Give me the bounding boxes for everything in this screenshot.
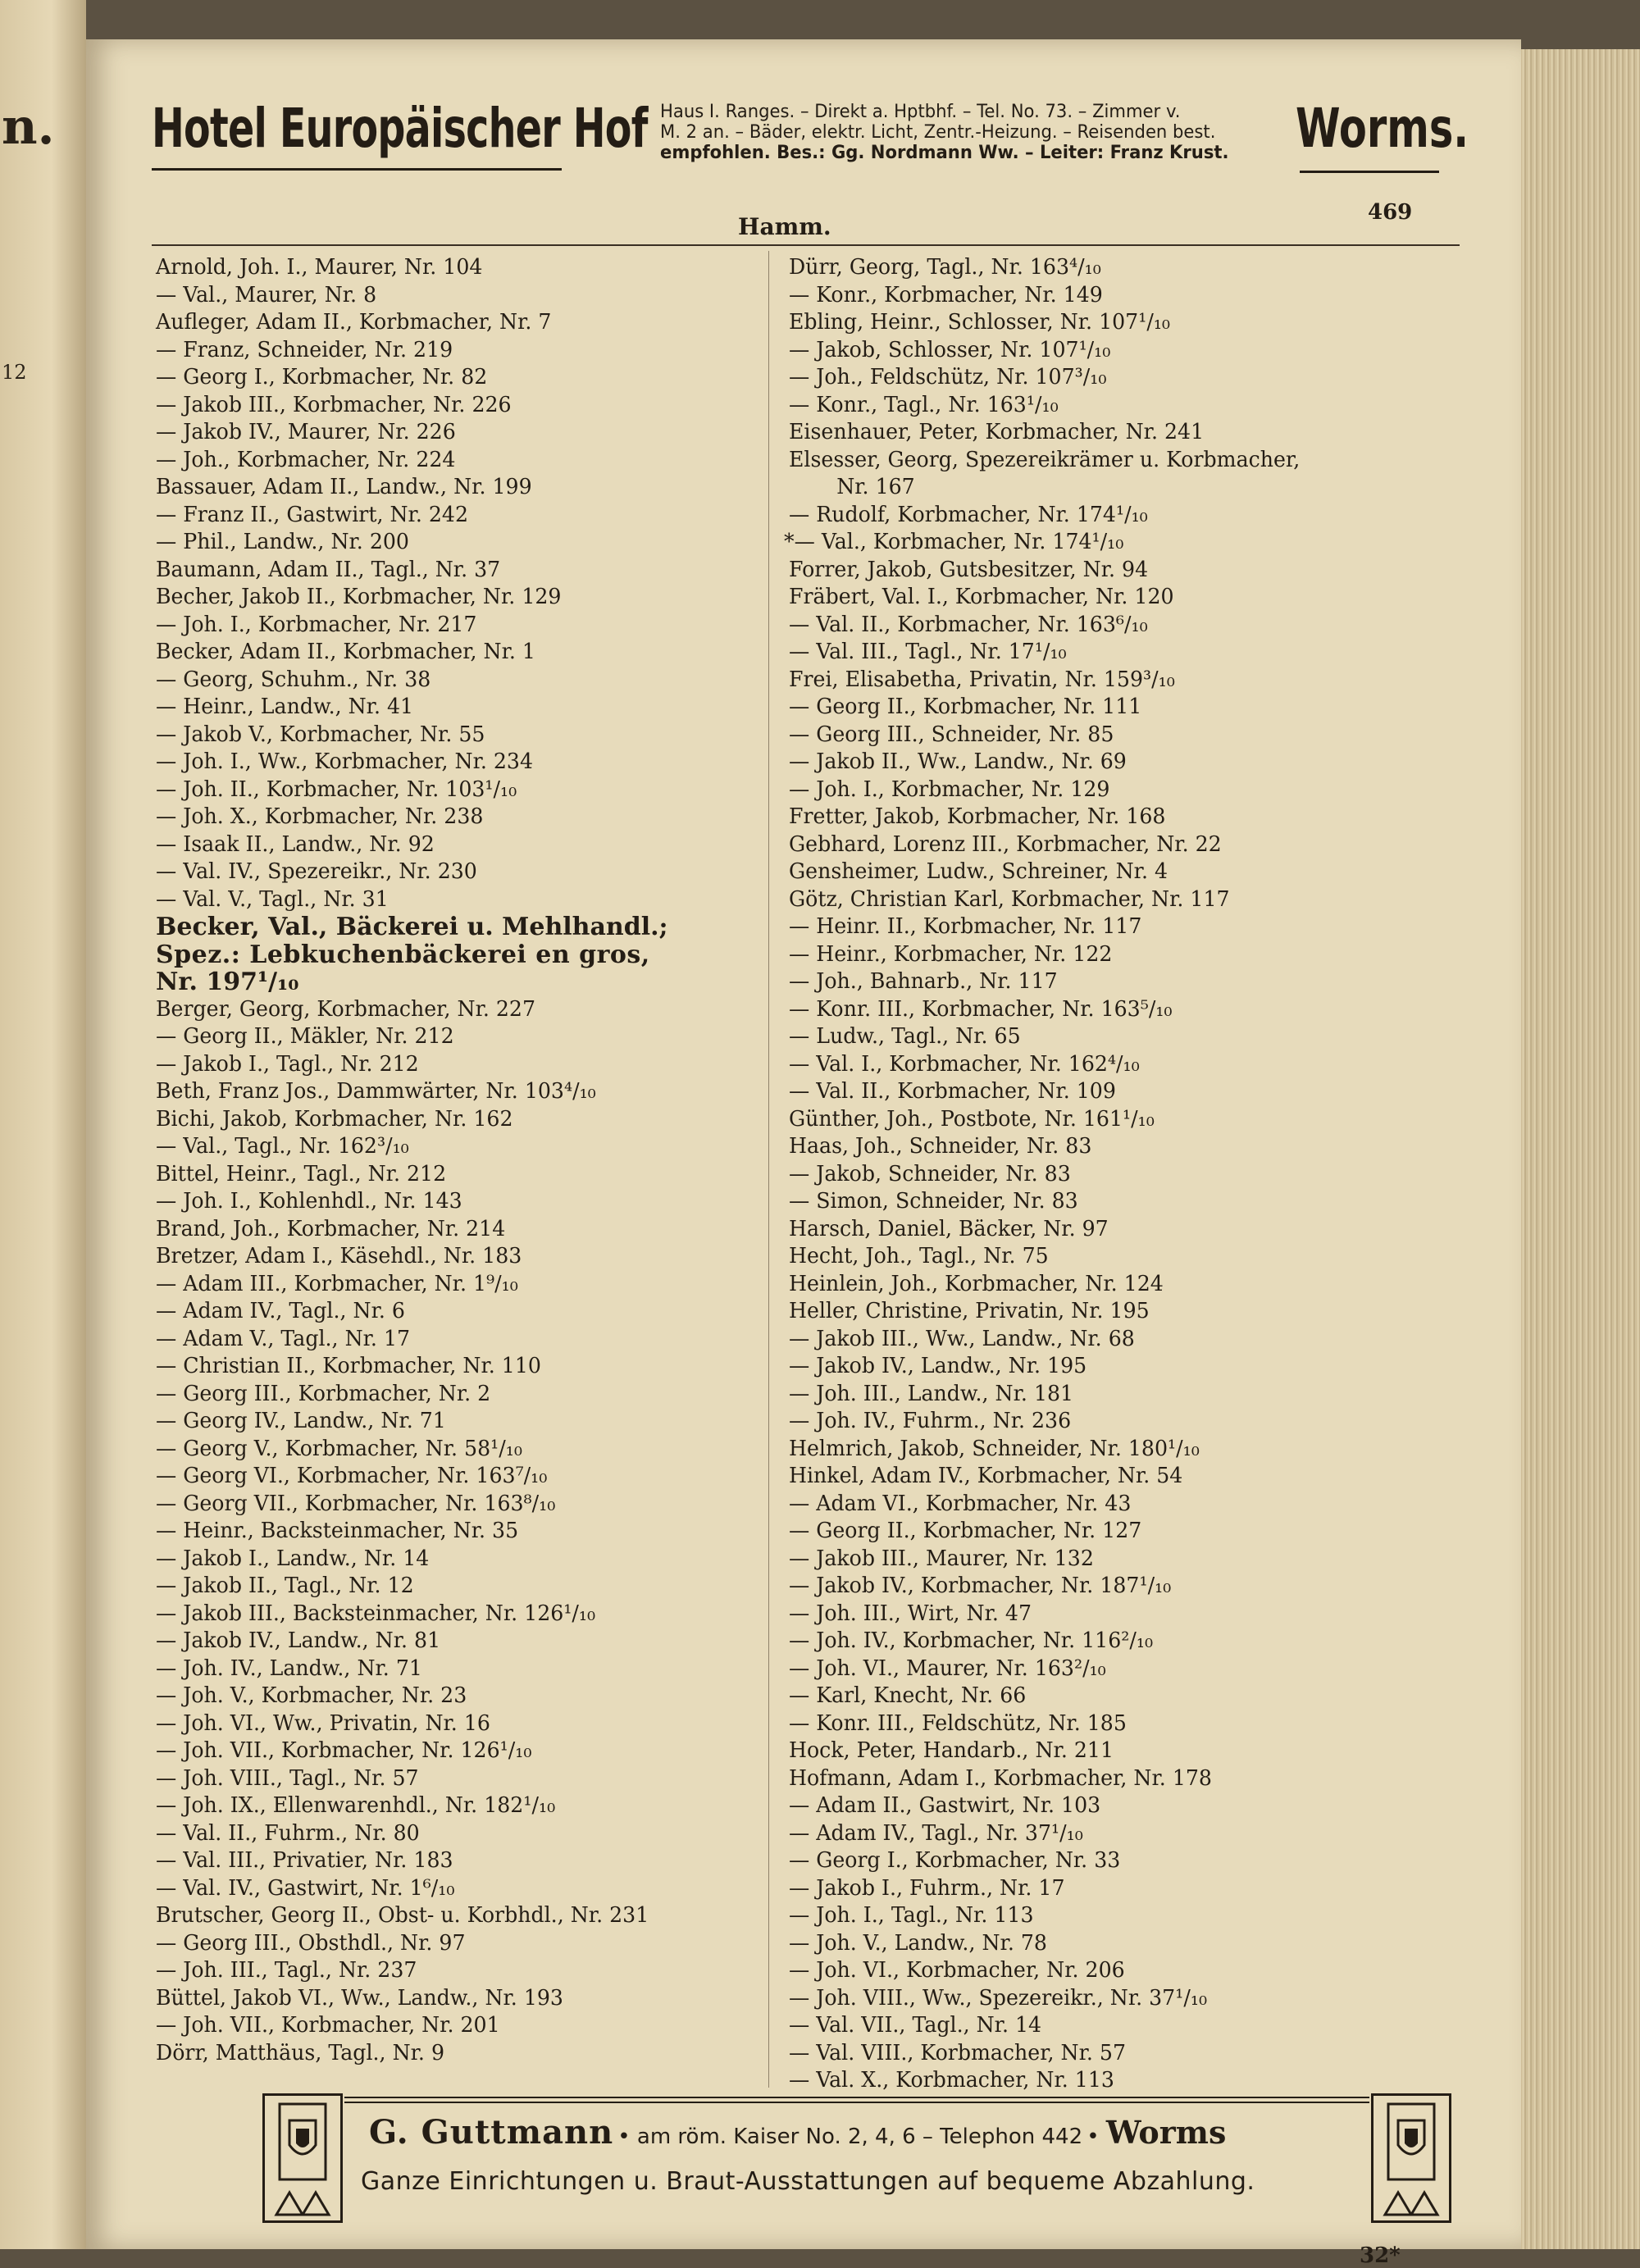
directory-entry: — Val. III., Privatier, Nr. 183	[156, 1848, 453, 1873]
directory-entry: — Joh. VII., Korbmacher, Nr. 201	[156, 2013, 500, 2038]
right-column	[784, 254, 1469, 2095]
directory-entry: — Joh. VIII., Ww., Spezereikr., Nr. 37¹/₁₀	[789, 1985, 1208, 2011]
directory-entry: — Heinr., Landw., Nr. 41	[156, 695, 414, 719]
directory-entry: — Konr., Tagl., Nr. 163¹/₁₀	[789, 392, 1059, 417]
directory-entry: — Karl, Knecht, Nr. 66	[789, 1683, 1027, 1708]
printer-signature: 32*	[1360, 2243, 1401, 2268]
directory-entry: — Adam V., Tagl., Nr. 17	[156, 1326, 411, 1351]
directory-entry: — Georg I., Korbmacher, Nr. 82	[156, 365, 488, 389]
directory-entry: — Phil., Landw., Nr. 200	[156, 530, 409, 554]
directory-entry: — Joh. I., Tagl., Nr. 113	[789, 1903, 1034, 1928]
directory-entry: — Jakob I., Fuhrm., Nr. 17	[789, 1875, 1065, 1901]
directory-entry: — Val. II., Korbmacher, Nr. 109	[789, 1079, 1116, 1104]
ad-slogan: Ganze Einrichtungen u. Braut-Ausstattungen auf bequeme Abzahlung.	[361, 2167, 1255, 2196]
directory-entry: — Georg IV., Landw., Nr. 71	[156, 1409, 446, 1433]
directory-entry: Hinkel, Adam IV., Korbmacher, Nr. 54	[789, 1464, 1183, 1488]
directory-entry: Hecht, Joh., Tagl., Nr. 75	[789, 1244, 1049, 1268]
directory-entry: — Ludw., Tagl., Nr. 65	[789, 1024, 1021, 1049]
directory-entry: Heller, Christine, Privatin, Nr. 195	[789, 1299, 1150, 1323]
directory-entry: — Adam III., Korbmacher, Nr. 1⁹/₁₀	[156, 1271, 518, 1296]
directory-entry: Dörr, Matthäus, Tagl., Nr. 9	[156, 2040, 445, 2065]
directory-entry: — Jakob II., Tagl., Nr. 12	[156, 1573, 414, 1598]
directory-entry: — Joh. VIII., Tagl., Nr. 57	[156, 1765, 419, 1791]
directory-entry: — Jakob V., Korbmacher, Nr. 55	[156, 722, 485, 747]
directory-entry: — Joh. V., Landw., Nr. 78	[789, 1930, 1047, 1956]
directory-entry: — Georg III., Obsthdl., Nr. 97	[156, 1930, 466, 1956]
directory-entry: — Joh., Feldschütz, Nr. 107³/₁₀	[789, 365, 1107, 389]
directory-entry: — Val. V., Tagl., Nr. 31	[156, 886, 389, 912]
directory-entry: Berger, Georg, Korbmacher, Nr. 227	[156, 996, 536, 1022]
directory-entry: Frei, Elisabetha, Privatin, Nr. 159³/₁₀	[789, 667, 1175, 692]
directory-entry: Helmrich, Jakob, Schneider, Nr. 180¹/₁₀	[789, 1436, 1200, 1461]
directory-entry: — Jakob II., Ww., Landw., Nr. 69	[789, 749, 1127, 774]
directory-entry: — Val. VIII., Korbmacher, Nr. 57	[789, 2040, 1127, 2065]
ad-rule	[344, 2097, 1369, 2098]
left-page-edge	[0, 0, 86, 2249]
directory-entry: — Jakob IV., Landw., Nr. 81	[156, 1628, 441, 1653]
directory-entry: Arnold, Joh. I., Maurer, Nr. 104	[156, 255, 483, 280]
directory-entry: — Jakob, Schlosser, Nr. 107¹/₁₀	[789, 337, 1111, 362]
directory-entry: — Rudolf, Korbmacher, Nr. 174¹/₁₀	[789, 502, 1148, 527]
directory-entry: — Jakob I., Tagl., Nr. 212	[156, 1051, 419, 1077]
directory-entry: — Joh. IV., Korbmacher, Nr. 116²/₁₀	[789, 1628, 1154, 1653]
directory-entry: Haas, Joh., Schneider, Nr. 83	[789, 1134, 1092, 1159]
directory-entry: Nr. 167	[836, 475, 915, 499]
directory-entry: — Joh. V., Korbmacher, Nr. 23	[156, 1683, 467, 1708]
directory-entry: Bittel, Heinr., Tagl., Nr. 212	[156, 1161, 447, 1186]
directory-entry: Gensheimer, Ludw., Schreiner, Nr. 4	[789, 859, 1168, 884]
directory-entry: — Joh. IV., Fuhrm., Nr. 236	[789, 1409, 1072, 1433]
directory-entry: — Joh. I., Korbmacher, Nr. 217	[156, 612, 477, 637]
hotel-details-line: Haus I. Ranges. – Direkt a. Hptbhf. – Tel. No. 73. – Zimmer v.	[660, 102, 1181, 122]
directory-entry: — Joh. III., Landw., Nr. 181	[789, 1381, 1074, 1406]
directory-entry: Büttel, Jakob VI., Ww., Landw., Nr. 193	[156, 1985, 563, 2011]
hotel-details-line: M. 2 an. – Bäder, elektr. Licht, Zentr.-Heizung. – Reisenden best.	[660, 122, 1216, 143]
directory-entry: — Val. IV., Gastwirt, Nr. 1⁶/₁₀	[156, 1875, 455, 1901]
directory-entry: — Val. VII., Tagl., Nr. 14	[789, 2013, 1042, 2038]
directory-entry: Gebhard, Lorenz III., Korbmacher, Nr. 22	[789, 831, 1222, 857]
directory-entry: Heinlein, Joh., Korbmacher, Nr. 124	[789, 1271, 1164, 1296]
directory-entry: — Isaak II., Landw., Nr. 92	[156, 831, 435, 857]
hotel-details	[660, 102, 1390, 163]
shield-ornament-icon	[1374, 2096, 1449, 2220]
directory-entry: Hofmann, Adam I., Korbmacher, Nr. 178	[789, 1765, 1212, 1791]
highlighted-business-entry: Nr. 197¹/₁₀	[156, 968, 299, 996]
directory-entry: Hock, Peter, Handarb., Nr. 211	[789, 1738, 1114, 1763]
directory-entry: Brand, Joh., Korbmacher, Nr. 214	[156, 1216, 506, 1241]
header-rule	[152, 168, 562, 171]
left-page-fragment: n.	[2, 98, 55, 156]
directory-entry: — Heinr., Korbmacher, Nr. 122	[789, 941, 1113, 967]
directory-entry: — Jakob III., Korbmacher, Nr. 226	[156, 392, 512, 417]
directory-entry: — Jakob I., Landw., Nr. 14	[156, 1546, 430, 1571]
ad-city: Worms	[1105, 2114, 1227, 2151]
left-column	[156, 254, 763, 2067]
directory-entry: Dürr, Georg, Tagl., Nr. 163⁴/₁₀	[789, 255, 1101, 280]
highlighted-business-entry: Becker, Val., Bäckerei u. Mehlhandl.;	[156, 913, 668, 941]
directory-entry: — Joh. II., Korbmacher, Nr. 103¹/₁₀	[156, 776, 517, 802]
top-rule	[152, 244, 1460, 246]
directory-entry: Bichi, Jakob, Korbmacher, Nr. 162	[156, 1106, 513, 1132]
directory-entry: — Georg I., Korbmacher, Nr. 33	[789, 1848, 1121, 1873]
directory-entry: Fretter, Jakob, Korbmacher, Nr. 168	[789, 804, 1166, 829]
directory-entry: — Adam II., Gastwirt, Nr. 103	[789, 1793, 1101, 1818]
directory-entry: Aufleger, Adam II., Korbmacher, Nr. 7	[156, 310, 552, 335]
directory-entry: — Georg V., Korbmacher, Nr. 58¹/₁₀	[156, 1436, 522, 1461]
directory-entry: — Adam IV., Tagl., Nr. 37¹/₁₀	[789, 1820, 1083, 1846]
directory-entry: — Joh. I., Ww., Korbmacher, Nr. 234	[156, 749, 534, 774]
directory-entry: — Joh. IV., Landw., Nr. 71	[156, 1655, 422, 1681]
directory-entry: — Simon, Schneider, Nr. 83	[789, 1189, 1078, 1214]
directory-entry: — Joh. I., Korbmacher, Nr. 129	[789, 776, 1110, 802]
guttmann-advertisement	[262, 2093, 1451, 2225]
directory-entry: — Heinr. II., Korbmacher, Nr. 117	[789, 914, 1142, 939]
directory-entry: — Georg II., Mäkler, Nr. 212	[156, 1024, 454, 1049]
hotel-name: Hotel Europäischer Hof	[152, 97, 648, 160]
directory-entry: — Georg III., Schneider, Nr. 85	[789, 722, 1114, 747]
directory-entry: — Joh. VI., Ww., Privatin, Nr. 16	[156, 1710, 490, 1736]
directory-entry: — Joh., Bahnarb., Nr. 117	[789, 969, 1058, 994]
directory-entry: Harsch, Daniel, Bäcker, Nr. 97	[789, 1216, 1109, 1241]
ad-rule	[344, 2102, 1369, 2103]
directory-entry: — Konr. III., Korbmacher, Nr. 163⁵/₁₀	[789, 996, 1173, 1022]
directory-entry: Ebling, Heinr., Schlosser, Nr. 107¹/₁₀	[789, 310, 1171, 335]
directory-entry: — Christian II., Korbmacher, Nr. 110	[156, 1354, 541, 1378]
directory-entry: — Georg II., Korbmacher, Nr. 111	[789, 695, 1142, 719]
directory-entry: — Georg VI., Korbmacher, Nr. 163⁷/₁₀	[156, 1464, 548, 1488]
hotel-city: Worms.	[1296, 97, 1469, 160]
directory-entry: Günther, Joh., Postbote, Nr. 161¹/₁₀	[789, 1106, 1155, 1132]
directory-entry: — Adam IV., Tagl., Nr. 6	[156, 1299, 405, 1323]
directory-entry: — Val. II., Korbmacher, Nr. 163⁶/₁₀	[789, 612, 1148, 637]
ad-ornament-right	[1371, 2093, 1451, 2223]
directory-entry: Eisenhauer, Peter, Korbmacher, Nr. 241	[789, 420, 1205, 444]
directory-entry: Forrer, Jakob, Gutsbesitzer, Nr. 94	[789, 557, 1149, 582]
hotel-advertisement-header	[152, 90, 1469, 180]
directory-entry: — Val., Maurer, Nr. 8	[156, 282, 377, 307]
directory-entry: — Konr. III., Feldschütz, Nr. 185	[789, 1710, 1127, 1736]
ad-ornament-left	[262, 2093, 343, 2223]
directory-entry: — Val., Tagl., Nr. 162³/₁₀	[156, 1134, 409, 1159]
directory-entry: Bretzer, Adam I., Käsehdl., Nr. 183	[156, 1244, 522, 1268]
directory-entry: — Jakob IV., Landw., Nr. 195	[789, 1354, 1087, 1378]
directory-entry: — Val. I., Korbmacher, Nr. 162⁴/₁₀	[789, 1051, 1140, 1077]
directory-entry: — Joh. VI., Maurer, Nr. 163²/₁₀	[789, 1655, 1106, 1681]
directory-entry: Götz, Christian Karl, Korbmacher, Nr. 117	[789, 886, 1230, 912]
left-page-fragment: 12	[2, 361, 27, 384]
directory-entry: — Val. X., Korbmacher, Nr. 113	[789, 2068, 1114, 2093]
directory-entry: — Georg II., Korbmacher, Nr. 127	[789, 1519, 1142, 1543]
directory-entry: — Konr., Korbmacher, Nr. 149	[789, 282, 1103, 307]
directory-entry: — Georg III., Korbmacher, Nr. 2	[156, 1381, 491, 1406]
directory-entry: — Jakob III., Ww., Landw., Nr. 68	[789, 1326, 1135, 1351]
directory-entry: Elsesser, Georg, Spezereikrämer u. Korbmacher,	[789, 447, 1301, 472]
directory-entry: — Joh. III., Wirt, Nr. 47	[789, 1601, 1032, 1626]
directory-entry: Becker, Adam II., Korbmacher, Nr. 1	[156, 640, 535, 664]
directory-entry: — Val. II., Fuhrm., Nr. 80	[156, 1820, 420, 1846]
directory-entry: — Adam VI., Korbmacher, Nr. 43	[789, 1491, 1132, 1516]
ad-headline: G. Guttmann • am röm. Kaiser No. 2, 4, 6 – Telephon 442 • Worms	[369, 2113, 1227, 2152]
directory-entry: — Joh. IX., Ellenwarenhdl., Nr. 182¹/₁₀	[156, 1793, 556, 1818]
directory-entry: — Georg VII., Korbmacher, Nr. 163⁸/₁₀	[156, 1491, 556, 1516]
directory-entry: *— Val., Korbmacher, Nr. 174¹/₁₀	[784, 530, 1124, 554]
directory-entry: Bassauer, Adam II., Landw., Nr. 199	[156, 475, 532, 499]
directory-entry: — Joh. I., Kohlenhdl., Nr. 143	[156, 1189, 462, 1214]
highlighted-business-entry: Spez.: Lebkuchenbäckerei en gros,	[156, 940, 650, 969]
directory-page	[86, 39, 1521, 2268]
book-page-edges	[1521, 49, 1640, 2249]
directory-entry: — Georg, Schuhm., Nr. 38	[156, 667, 431, 692]
directory-entry: — Jakob IV., Korbmacher, Nr. 187¹/₁₀	[789, 1573, 1172, 1598]
ad-brand: G. Guttmann	[369, 2113, 614, 2152]
directory-entry: Beth, Franz Jos., Dammwärter, Nr. 103⁴/₁₀	[156, 1079, 596, 1104]
directory-entry: — Val. III., Tagl., Nr. 17¹/₁₀	[789, 640, 1067, 664]
column-divider	[768, 251, 769, 2088]
ad-address: am röm. Kaiser No. 2, 4, 6 – Telephon 442	[636, 2125, 1083, 2149]
directory-entry: Fräbert, Val. I., Korbmacher, Nr. 120	[789, 585, 1174, 609]
hotel-details-line: empfohlen. Bes.: Gg. Nordmann Ww. – Leiter: Franz Krust.	[660, 143, 1229, 163]
header-rule	[1300, 171, 1439, 173]
directory-entry: — Heinr., Backsteinmacher, Nr. 35	[156, 1519, 519, 1543]
shield-ornament-icon	[265, 2096, 340, 2220]
directory-entry: Becher, Jakob II., Korbmacher, Nr. 129	[156, 585, 562, 609]
page-number: 469	[1368, 200, 1413, 225]
directory-entry: — Joh., Korbmacher, Nr. 224	[156, 447, 456, 472]
directory-entry: — Franz II., Gastwirt, Nr. 242	[156, 502, 469, 527]
running-title: Hamm.	[738, 213, 831, 240]
directory-entry: — Joh. VI., Korbmacher, Nr. 206	[789, 1958, 1125, 1983]
directory-entry: — Jakob IV., Maurer, Nr. 226	[156, 420, 456, 444]
directory-entry: Baumann, Adam II., Tagl., Nr. 37	[156, 557, 501, 582]
directory-entry: — Joh. X., Korbmacher, Nr. 238	[156, 804, 484, 829]
directory-entry: Brutscher, Georg II., Obst- u. Korbhdl., Nr. 231	[156, 1903, 649, 1928]
directory-entry: — Franz, Schneider, Nr. 219	[156, 337, 453, 362]
directory-entry: — Jakob III., Maurer, Nr. 132	[789, 1546, 1094, 1571]
directory-entry: — Val. IV., Spezereikr., Nr. 230	[156, 859, 477, 884]
directory-entry: — Jakob, Schneider, Nr. 83	[789, 1161, 1071, 1186]
directory-entry: — Joh. VII., Korbmacher, Nr. 126¹/₁₀	[156, 1738, 532, 1763]
directory-entry: — Joh. III., Tagl., Nr. 237	[156, 1958, 417, 1983]
directory-entry: — Jakob III., Backsteinmacher, Nr. 126¹/₁₀	[156, 1601, 596, 1626]
